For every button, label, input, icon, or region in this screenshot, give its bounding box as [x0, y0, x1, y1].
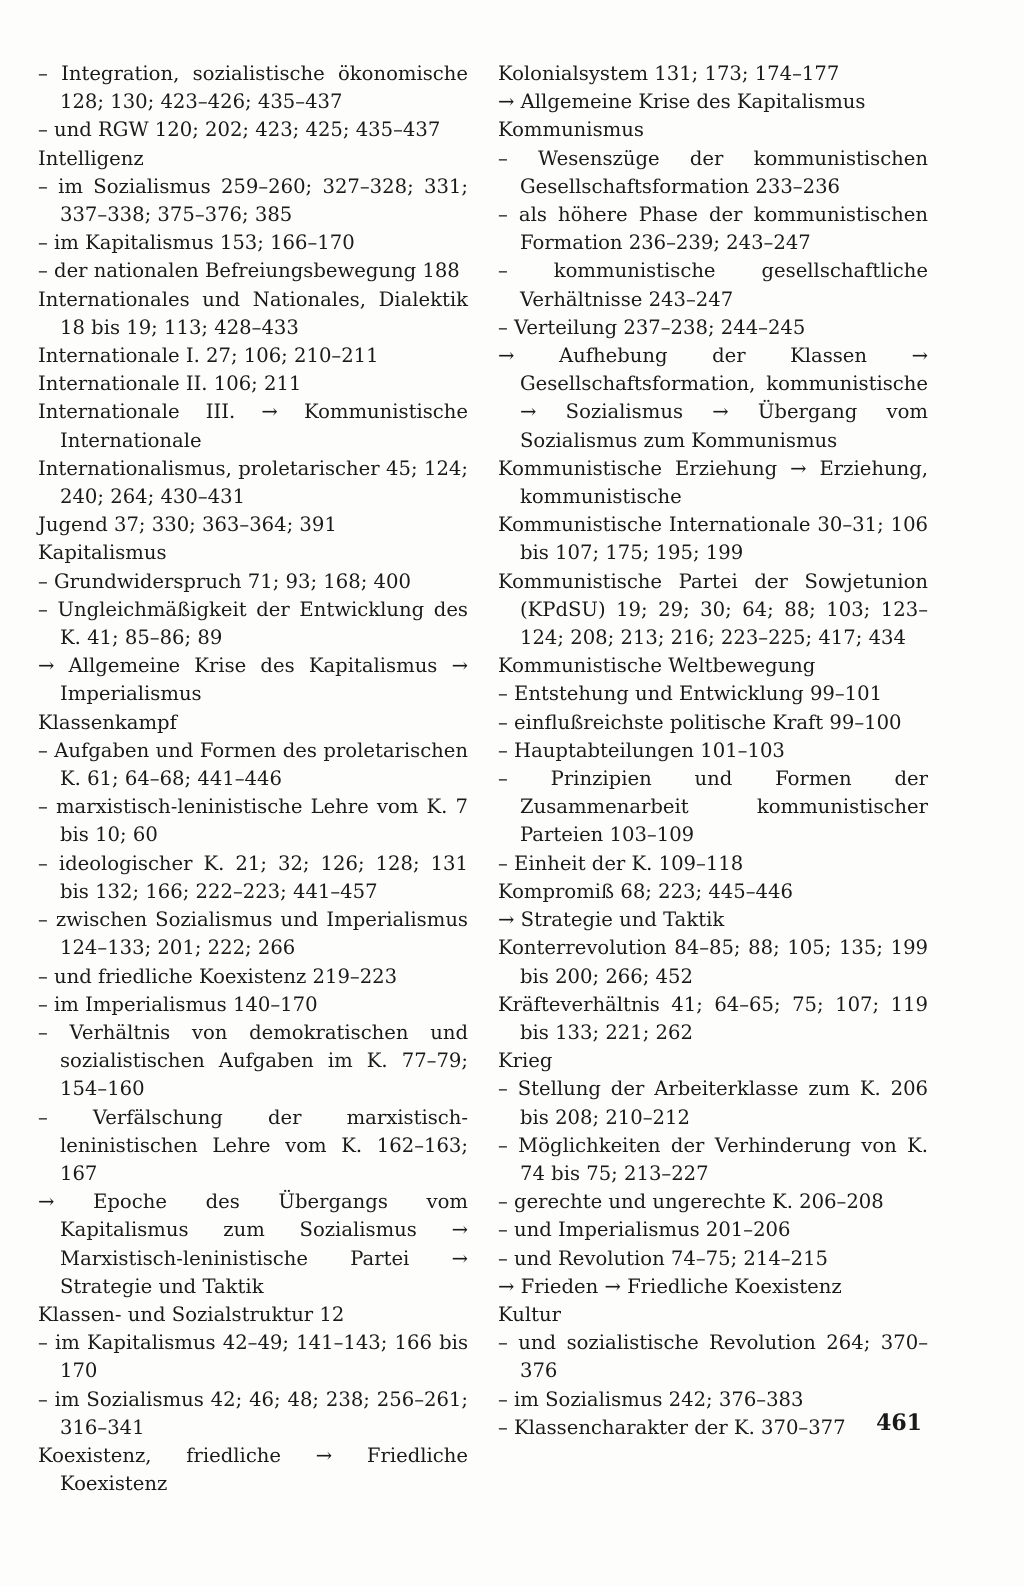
- index-entry: – Verteilung 237–238; 244–245: [498, 315, 806, 339]
- index-entry: – und sozialistische Revolution 264; 370–376: [498, 1331, 928, 1383]
- index-entry: Intelligenz: [38, 146, 144, 170]
- index-entry: → Allgemeine Krise des Kapitalismus → Imperialismus: [38, 654, 468, 706]
- index-entry: – und RGW 120; 202; 423; 425; 435–437: [38, 118, 441, 142]
- index-entry: Kommunistische Internationale 30–31; 106 bis 107; 175; 195; 199: [498, 513, 928, 565]
- index-entry: – Ungleichmäßigkeit der Entwicklung des K. 41; 85–86; 89: [38, 597, 468, 650]
- index-entry: → Epoche des Übergangs vom Kapitalismus zum Sozialismus → Marxistisch-leninistische Partei → Strategie und Taktik: [38, 1190, 468, 1298]
- index-entry: – und friedliche Koexistenz 219–223: [38, 964, 398, 988]
- index-entry: Internationalismus, proletarischer 45; 124; 240; 264; 430–431: [38, 456, 468, 509]
- index-entry: Kommunistische Erziehung → Erziehung, kommunistische: [498, 456, 928, 509]
- index-entry: Krieg: [498, 1049, 553, 1073]
- index-entry: – Aufgaben und Formen des proletarischen K. 61; 64–68; 441–446: [38, 738, 468, 791]
- index-entry: Klassenkampf: [38, 710, 177, 734]
- index-entry: – marxistisch-leninistische Lehre vom K. 7 bis 10; 60: [38, 795, 468, 847]
- index-entry: Kompromiß 68; 223; 445–446: [498, 879, 793, 903]
- index-entry: Internationale III. → Kommunistische Internationale: [38, 400, 468, 452]
- index-entry: – Integration, sozialistische ökonomische 128; 130; 423–426; 435–437: [38, 62, 468, 114]
- index-entry: – im Sozialismus 42; 46; 48; 238; 256–261; 316–341: [38, 1387, 468, 1439]
- index-entry: – im Sozialismus 259–260; 327–328; 331; 337–338; 375–376; 385: [38, 174, 468, 227]
- index-entry: – Wesenszüge der kommunistischen Gesellschaftsformation 233–236: [498, 146, 928, 198]
- index-entry: – der nationalen Befreiungsbewegung 188: [38, 259, 460, 283]
- index-entry: Jugend 37; 330; 363–364; 391: [38, 513, 337, 537]
- index-entry: – kommunistische gesellschaftliche Verhältnisse 243–247: [498, 259, 928, 311]
- index-entry: → Strategie und Taktik: [498, 908, 725, 932]
- index-entry: – Verfälschung der marxistisch-leninistischen Lehre vom K. 162–163; 167: [38, 1105, 468, 1185]
- index-entry: Kapitalismus: [38, 541, 167, 565]
- index-entry: Kommunistische Partei der Sowjetunion (KPdSU) 19; 29; 30; 64; 88; 103; 123–124; 208; 213; 216; 223–225; 417; 434: [498, 569, 928, 650]
- index-entry: – gerechte und ungerechte K. 206–208: [498, 1190, 884, 1214]
- index-entry: Klassen- und Sozialstruktur 12: [38, 1302, 345, 1326]
- index-column-left: [38, 60, 468, 1498]
- index-entry: – Stellung der Arbeiterklasse zum K. 206 bis 208; 210–212: [498, 1077, 928, 1129]
- index-entry: – Möglichkeiten der Verhinderung von K. 74 bis 75; 213–227: [498, 1133, 928, 1185]
- index-entry: → Allgemeine Krise des Kapitalismus: [498, 90, 866, 114]
- index-entry: → Frieden → Friedliche Koexistenz: [498, 1274, 842, 1298]
- index-entry: Internationale II. 106; 211: [38, 372, 302, 396]
- index-entry: – im Kapitalismus 153; 166–170: [38, 231, 355, 255]
- index-entry: – einflußreichste politische Kraft 99–100: [498, 710, 902, 734]
- index-entry: Kultur: [498, 1302, 561, 1326]
- index-entry: – Hauptabteilungen 101–103: [498, 738, 785, 762]
- index-entry: – im Imperialismus 140–170: [38, 992, 318, 1016]
- index-entry: Internationale I. 27; 106; 210–211: [38, 344, 379, 368]
- index-entry: – Klassencharakter der K. 370–377: [498, 1415, 846, 1439]
- index-entry: – und Imperialismus 201–206: [498, 1218, 791, 1242]
- index-entry: – und Revolution 74–75; 214–215: [498, 1246, 829, 1270]
- index-entry: – Einheit der K. 109–118: [498, 851, 744, 875]
- index-column-right: [498, 60, 928, 1442]
- index-entry: Kommunismus: [498, 118, 644, 142]
- index-entry: – Verhältnis von demokratischen und sozialistischen Aufgaben im K. 77–79; 154–160: [38, 1020, 468, 1101]
- index-entry: – Entstehung und Entwicklung 99–101: [498, 682, 883, 706]
- index-entry: Kolonialsystem 131; 173; 174–177: [498, 62, 840, 85]
- index-entry: – zwischen Sozialismus und Imperialismus 124–133; 201; 222; 266: [38, 908, 468, 960]
- index-entry: Kräfteverhältnis 41; 64–65; 75; 107; 119 bis 133; 221; 262: [498, 992, 928, 1044]
- index-entry: – im Sozialismus 242; 376–383: [498, 1387, 804, 1411]
- index-entry: Internationales und Nationales, Dialektik 18 bis 19; 113; 428–433: [38, 287, 468, 339]
- index-entry: – ideologischer K. 21; 32; 126; 128; 131 bis 132; 166; 222–223; 441–457: [38, 851, 468, 903]
- index-entry: – Grundwiderspruch 71; 93; 168; 400: [38, 569, 411, 593]
- index-entry: Kommunistische Weltbewegung: [498, 654, 816, 678]
- page-number: 461: [876, 1410, 922, 1436]
- index-entry: – als höhere Phase der kommunistischen Formation 236–239; 243–247: [498, 203, 928, 255]
- index-entry: Konterrevolution 84–85; 88; 105; 135; 199 bis 200; 266; 452: [498, 936, 928, 988]
- index-entry: → Aufhebung der Klassen → Gesellschaftsformation, kommunistische → Sozialismus → Übergang vom Sozialismus zum Kommunismus: [498, 344, 928, 452]
- index-entry: Koexistenz, friedliche → Friedliche Koexistenz: [38, 1443, 468, 1496]
- index-entry: – Prinzipien und Formen der Zusammenarbeit kommunistischer Parteien 103–109: [498, 767, 928, 847]
- index-entry: – im Kapitalismus 42–49; 141–143; 166 bis 170: [38, 1331, 468, 1383]
